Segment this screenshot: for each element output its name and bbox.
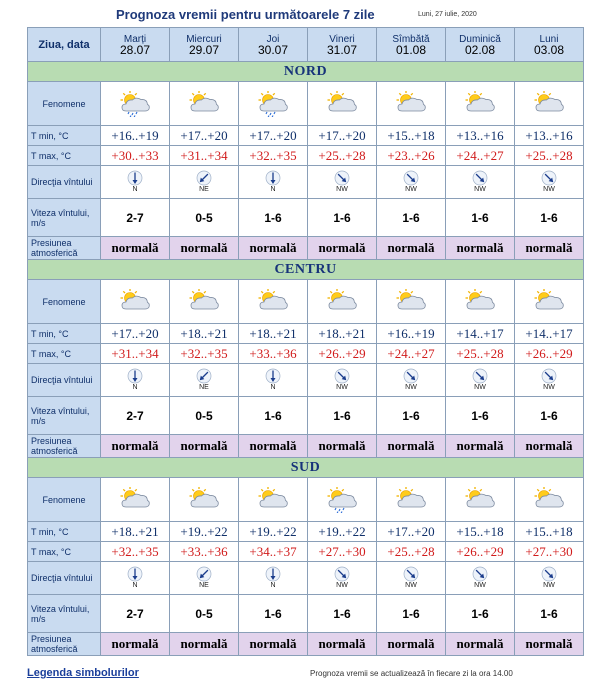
sun-cloud-icon — [532, 91, 566, 117]
wind-direction-code: NW — [405, 186, 417, 193]
speed-value: 1-6 — [239, 595, 308, 633]
speed-value: 1-6 — [446, 199, 515, 237]
row-label-tmax: T max, °C — [28, 542, 101, 562]
region-row-centru — [28, 260, 584, 280]
wind-direction-code: NW — [543, 186, 555, 193]
day-date: 03.08 — [533, 42, 565, 57]
tmax-value: +32..+35 — [239, 146, 308, 166]
day-name: Luni — [539, 33, 559, 45]
weather-cell — [377, 82, 446, 126]
day-date: 31.07 — [326, 42, 358, 57]
row-label-direction: Direcţia vîntului — [28, 166, 101, 199]
row-label-pressure: Presiunea atmosferică — [28, 633, 101, 656]
sun-cloud-icon — [256, 487, 290, 513]
sun-cloud-rain-icon — [118, 91, 152, 117]
tmin-value: +17..+20 — [170, 126, 239, 146]
day-header — [239, 28, 308, 62]
phenomena-row — [28, 280, 584, 324]
sun-cloud-icon — [325, 91, 359, 117]
weather-cell — [515, 280, 584, 324]
weather-cell — [377, 478, 446, 522]
wind-direction-code: NE — [199, 384, 209, 391]
speed-value: 0-5 — [170, 397, 239, 435]
phenomena-row — [28, 478, 584, 522]
wind-direction-cell — [446, 562, 515, 595]
tmin-value: +13..+16 — [515, 126, 584, 146]
speed-value: 1-6 — [377, 199, 446, 237]
sun-cloud-icon — [394, 91, 428, 117]
pressure-value: normală — [515, 435, 584, 458]
day-header — [170, 28, 239, 62]
wind-direction-cell — [515, 364, 584, 397]
day-header — [308, 28, 377, 62]
wind-direction-cell — [170, 562, 239, 595]
pressure-value: normală — [239, 237, 308, 260]
wind-arrow-icon — [334, 170, 350, 186]
wind-direction-code: N — [270, 384, 276, 391]
days-header-row — [28, 28, 584, 62]
wind-arrow-icon — [334, 566, 350, 582]
speed-value: 1-6 — [515, 397, 584, 435]
tmax-row — [28, 344, 584, 364]
tmax-value: +25..+28 — [377, 542, 446, 562]
tmax-value: +26..+29 — [515, 344, 584, 364]
wind-direction-cell — [101, 166, 170, 199]
pressure-value: normală — [101, 237, 170, 260]
weather-cell — [377, 280, 446, 324]
pressure-value: normală — [239, 633, 308, 656]
wind-direction-code: NW — [474, 582, 486, 589]
sun-cloud-icon — [394, 487, 428, 513]
weather-cell — [308, 82, 377, 126]
row-label-tmax: T max, °C — [28, 344, 101, 364]
pressure-value: normală — [446, 237, 515, 260]
wind-arrow-icon — [265, 566, 281, 582]
wind-direction-cell — [308, 166, 377, 199]
tmax-value: +26..+29 — [308, 344, 377, 364]
symbol-legend-link[interactable]: Legenda simbolurilor — [27, 667, 139, 679]
sun-cloud-icon — [187, 91, 221, 117]
pressure-row — [28, 435, 584, 458]
sun-cloud-icon — [532, 289, 566, 315]
wind-direction-row — [28, 166, 584, 199]
sun-cloud-rain-icon — [256, 91, 290, 117]
speed-value: 1-6 — [308, 199, 377, 237]
wind-direction-code: NW — [543, 582, 555, 589]
weather-cell — [515, 82, 584, 126]
tmin-value: +18..+21 — [170, 324, 239, 344]
wind-direction-code: NW — [405, 582, 417, 589]
day-header — [101, 28, 170, 62]
wind-arrow-icon — [196, 170, 212, 186]
row-label-tmin: T min, °C — [28, 126, 101, 146]
tmin-value: +16..+19 — [101, 126, 170, 146]
forecast-table — [27, 27, 584, 656]
wind-direction-cell — [515, 562, 584, 595]
tmax-value: +23..+26 — [377, 146, 446, 166]
pressure-value: normală — [377, 237, 446, 260]
wind-arrow-icon — [127, 368, 143, 384]
wind-arrow-icon — [403, 566, 419, 582]
wind-arrow-icon — [472, 368, 488, 384]
weather-cell — [239, 82, 308, 126]
row-label-phenomena: Fenomene — [28, 478, 101, 522]
wind-speed-row — [28, 595, 584, 633]
wind-direction-code: NW — [336, 186, 348, 193]
pressure-value: normală — [101, 435, 170, 458]
tmax-value: +32..+35 — [101, 542, 170, 562]
wind-arrow-icon — [472, 566, 488, 582]
wind-arrow-icon — [127, 566, 143, 582]
day-header — [446, 28, 515, 62]
pressure-value: normală — [308, 237, 377, 260]
weather-cell — [239, 478, 308, 522]
pressure-row — [28, 237, 584, 260]
pressure-value: normală — [377, 633, 446, 656]
tmax-value: +24..+27 — [446, 146, 515, 166]
weather-cell — [308, 478, 377, 522]
wind-direction-code: NW — [336, 582, 348, 589]
tmin-value: +17..+20 — [377, 522, 446, 542]
pressure-value: normală — [308, 435, 377, 458]
tmax-value: +34..+37 — [239, 542, 308, 562]
day-name: Duminică — [459, 33, 501, 45]
pressure-value: normală — [239, 435, 308, 458]
wind-arrow-icon — [541, 368, 557, 384]
pressure-value: normală — [515, 237, 584, 260]
sun-cloud-icon — [532, 487, 566, 513]
speed-value: 2-7 — [101, 595, 170, 633]
wind-direction-cell — [446, 166, 515, 199]
wind-arrow-icon — [196, 566, 212, 582]
wind-direction-code: N — [132, 384, 138, 391]
wind-direction-cell — [101, 364, 170, 397]
speed-value: 1-6 — [308, 397, 377, 435]
forecast-body — [28, 28, 584, 656]
pressure-value: normală — [446, 435, 515, 458]
tmax-value: +27..+30 — [515, 542, 584, 562]
wind-direction-code: NW — [336, 384, 348, 391]
tmax-value: +27..+30 — [308, 542, 377, 562]
wind-direction-cell — [170, 166, 239, 199]
row-label-speed: Viteza vîntului, m/s — [28, 595, 101, 633]
day-date: 02.08 — [464, 42, 496, 57]
wind-arrow-icon — [403, 170, 419, 186]
wind-direction-row — [28, 364, 584, 397]
tmin-value: +18..+21 — [101, 522, 170, 542]
wind-direction-code: NW — [405, 384, 417, 391]
tmin-value: +17..+20 — [239, 126, 308, 146]
wind-direction-code: NW — [474, 384, 486, 391]
speed-value: 1-6 — [377, 397, 446, 435]
row-label-phenomena: Fenomene — [28, 82, 101, 126]
wind-arrow-icon — [265, 368, 281, 384]
pressure-value: normală — [170, 435, 239, 458]
speed-value: 1-6 — [239, 199, 308, 237]
wind-speed-row — [28, 199, 584, 237]
row-label-pressure: Presiunea atmosferică — [28, 237, 101, 260]
wind-direction-cell — [239, 562, 308, 595]
row-label-pressure: Presiunea atmosferică — [28, 435, 101, 458]
row-label-speed: Viteza vîntului, m/s — [28, 199, 101, 237]
row-label-tmin: T min, °C — [28, 324, 101, 344]
region-row-nord — [28, 62, 584, 82]
speed-value: 1-6 — [308, 595, 377, 633]
wind-arrow-icon — [541, 566, 557, 582]
row-label-direction: Direcţia vîntului — [28, 364, 101, 397]
wind-direction-row — [28, 562, 584, 595]
speed-value: 1-6 — [515, 595, 584, 633]
day-header — [377, 28, 446, 62]
wind-direction-code: N — [270, 582, 276, 589]
pressure-value: normală — [446, 633, 515, 656]
wind-direction-cell — [239, 364, 308, 397]
tmin-value: +15..+18 — [446, 522, 515, 542]
wind-direction-cell — [377, 166, 446, 199]
pressure-value: normală — [515, 633, 584, 656]
wind-direction-cell — [377, 562, 446, 595]
wind-direction-cell — [446, 364, 515, 397]
sun-cloud-icon — [463, 289, 497, 315]
wind-direction-code: N — [132, 582, 138, 589]
page-title: Prognoza vremii pentru următoarele 7 zile — [116, 7, 375, 22]
wind-arrow-icon — [127, 170, 143, 186]
region-row-sud — [28, 458, 584, 478]
wind-direction-cell — [308, 364, 377, 397]
sun-cloud-icon — [118, 289, 152, 315]
row-label-speed: Viteza vîntului, m/s — [28, 397, 101, 435]
tmax-value: +31..+34 — [101, 344, 170, 364]
sun-cloud-icon — [394, 289, 428, 315]
region-title: NORD — [28, 62, 584, 82]
tmin-value: +18..+21 — [308, 324, 377, 344]
page-date: Luni, 27 iulie, 2020 — [418, 11, 477, 18]
sun-cloud-icon — [187, 289, 221, 315]
weather-cell — [239, 280, 308, 324]
day-date: 29.07 — [188, 42, 220, 57]
wind-arrow-icon — [196, 368, 212, 384]
wind-arrow-icon — [265, 170, 281, 186]
wind-direction-cell — [239, 166, 308, 199]
sun-cloud-icon — [256, 289, 290, 315]
sun-cloud-rain-icon — [325, 487, 359, 513]
tmin-value: +14..+17 — [515, 324, 584, 344]
row-label-phenomena: Fenomene — [28, 280, 101, 324]
sun-cloud-icon — [463, 91, 497, 117]
tmax-value: +33..+36 — [170, 542, 239, 562]
tmin-row — [28, 324, 584, 344]
tmin-value: +17..+20 — [308, 126, 377, 146]
weather-cell — [101, 478, 170, 522]
wind-speed-row — [28, 397, 584, 435]
weather-cell — [101, 82, 170, 126]
wind-arrow-icon — [472, 170, 488, 186]
weather-cell — [446, 478, 515, 522]
region-title: SUD — [28, 458, 584, 478]
day-name: Miercuri — [186, 33, 222, 45]
tmin-value: +17..+20 — [101, 324, 170, 344]
tmax-value: +31..+34 — [170, 146, 239, 166]
phenomena-row — [28, 82, 584, 126]
tmax-value: +25..+28 — [446, 344, 515, 364]
wind-arrow-icon — [403, 368, 419, 384]
speed-value: 1-6 — [515, 199, 584, 237]
speed-value: 1-6 — [446, 397, 515, 435]
speed-value: 2-7 — [101, 397, 170, 435]
pressure-value: normală — [170, 237, 239, 260]
day-name: Marți — [123, 33, 147, 45]
region-title: CENTRU — [28, 260, 584, 280]
tmin-value: +15..+18 — [377, 126, 446, 146]
speed-value: 1-6 — [239, 397, 308, 435]
tmax-row — [28, 146, 584, 166]
wind-direction-code: N — [270, 186, 276, 193]
tmax-value: +33..+36 — [239, 344, 308, 364]
tmin-value: +16..+19 — [377, 324, 446, 344]
wind-direction-cell — [308, 562, 377, 595]
day-date: 30.07 — [257, 42, 289, 57]
speed-value: 1-6 — [377, 595, 446, 633]
tmin-value: +19..+22 — [308, 522, 377, 542]
wind-direction-code: NW — [543, 384, 555, 391]
tmin-value: +18..+21 — [239, 324, 308, 344]
tmin-value: +13..+16 — [446, 126, 515, 146]
tmax-row — [28, 542, 584, 562]
day-date-header: Ziua, data — [28, 28, 101, 62]
row-label-tmax: T max, °C — [28, 146, 101, 166]
tmin-value: +19..+22 — [239, 522, 308, 542]
speed-value: 0-5 — [170, 199, 239, 237]
wind-direction-code: NE — [199, 582, 209, 589]
day-date: 01.08 — [395, 42, 427, 57]
pressure-row — [28, 633, 584, 656]
row-label-direction: Direcţia vîntului — [28, 562, 101, 595]
tmin-value: +14..+17 — [446, 324, 515, 344]
row-label-tmin: T min, °C — [28, 522, 101, 542]
day-name: Joi — [266, 33, 280, 45]
wind-direction-code: NW — [474, 186, 486, 193]
day-name: Sîmbătă — [392, 33, 430, 45]
weather-cell — [170, 280, 239, 324]
sun-cloud-icon — [118, 487, 152, 513]
wind-arrow-icon — [334, 368, 350, 384]
weather-cell — [515, 478, 584, 522]
wind-direction-cell — [170, 364, 239, 397]
weather-cell — [170, 82, 239, 126]
wind-direction-cell — [377, 364, 446, 397]
tmax-value: +32..+35 — [170, 344, 239, 364]
tmax-value: +30..+33 — [101, 146, 170, 166]
update-note: Prognoza vremii se actualizează în fiecare zi la ora 14.00 — [310, 669, 513, 678]
wind-direction-cell — [101, 562, 170, 595]
pressure-value: normală — [308, 633, 377, 656]
pressure-value: normală — [170, 633, 239, 656]
tmax-value: +25..+28 — [308, 146, 377, 166]
speed-value: 0-5 — [170, 595, 239, 633]
tmin-value: +15..+18 — [515, 522, 584, 542]
sun-cloud-icon — [463, 487, 497, 513]
weather-cell — [170, 478, 239, 522]
sun-cloud-icon — [187, 487, 221, 513]
weather-cell — [101, 280, 170, 324]
page-header — [0, 0, 600, 30]
pressure-value: normală — [101, 633, 170, 656]
tmax-value: +24..+27 — [377, 344, 446, 364]
tmax-value: +25..+28 — [515, 146, 584, 166]
wind-direction-code: N — [132, 186, 138, 193]
speed-value: 2-7 — [101, 199, 170, 237]
pressure-value: normală — [377, 435, 446, 458]
tmin-value: +19..+22 — [170, 522, 239, 542]
day-name: Vineri — [329, 33, 355, 45]
day-date: 28.07 — [119, 42, 151, 57]
weather-cell — [446, 82, 515, 126]
tmin-row — [28, 522, 584, 542]
weather-cell — [308, 280, 377, 324]
tmin-row — [28, 126, 584, 146]
wind-direction-code: NE — [199, 186, 209, 193]
day-header — [515, 28, 584, 62]
wind-direction-cell — [515, 166, 584, 199]
wind-arrow-icon — [541, 170, 557, 186]
weather-cell — [446, 280, 515, 324]
sun-cloud-icon — [325, 289, 359, 315]
speed-value: 1-6 — [446, 595, 515, 633]
tmax-value: +26..+29 — [446, 542, 515, 562]
